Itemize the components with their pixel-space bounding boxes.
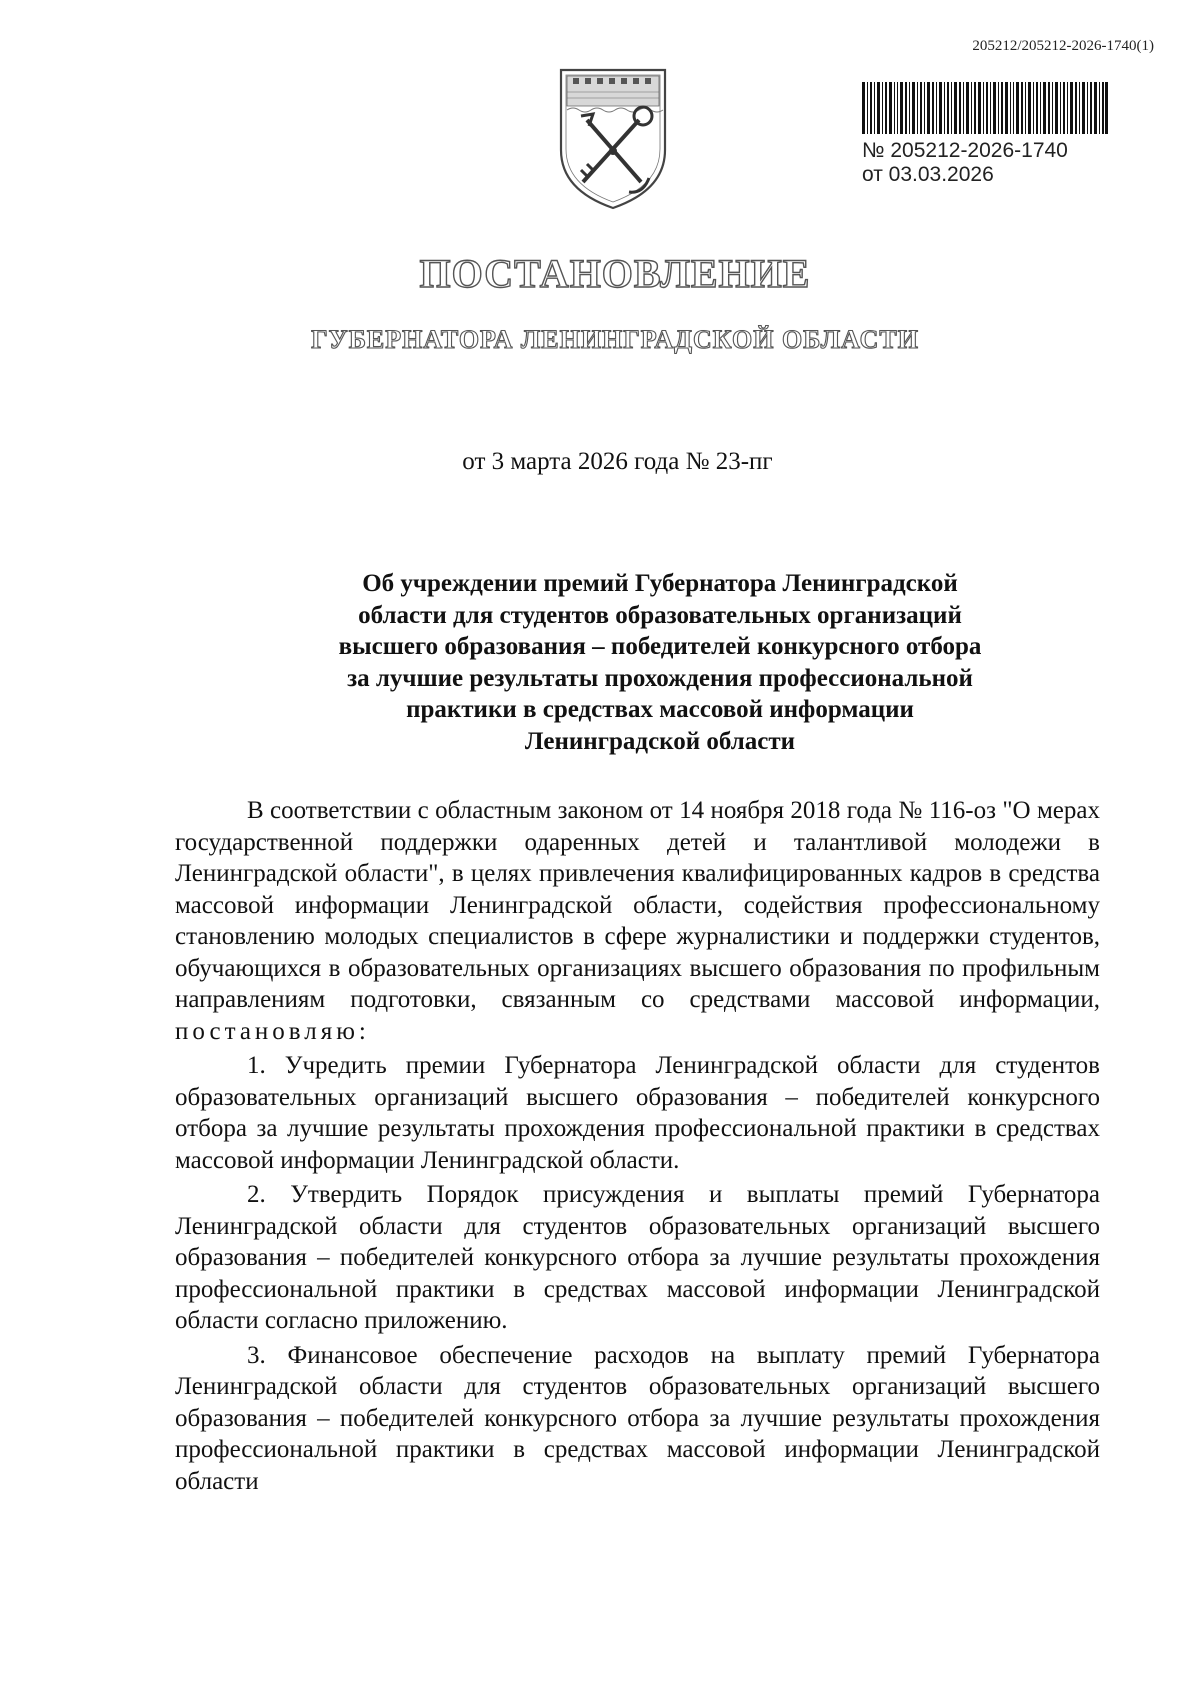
subject-line: области для студентов образовательных организаций xyxy=(358,601,962,629)
item-paragraph-3: 3. Финансовое обеспечение расходов на выплату премий Губернатора Ленинградской области для студентов образовательных организаций высшего образования – победителей конкурсного отбора за лучшие результаты прохождения профессиональной практики в средствах массовой информации Ленинградской области xyxy=(175,1341,1100,1495)
decree-date-number: от 3 марта 2026 года № 23-пг xyxy=(462,448,773,475)
item-paragraph-1: 1. Учредить премии Губернатора Ленинградской области для студентов образовательных организаций высшего образования – победителей конкурсного отбора за лучшие результаты прохождения профессиональной практики в средствах массовой информации Ленинградской области. xyxy=(175,1052,1100,1174)
subject-line: высшего образования – победителей конкурсного отбора xyxy=(338,633,982,660)
document-title: ПОСТАНОВЛЕНИЕ xyxy=(419,251,811,296)
registration-stamp xyxy=(862,82,1112,187)
subject-line: за лучшие результаты прохождения профессиональной xyxy=(347,664,973,692)
subject-line: практики в средствах массовой информации xyxy=(406,696,914,723)
decree-subject xyxy=(180,568,1140,757)
decree-body xyxy=(175,795,1100,1500)
item-paragraph-2: 2. Утвердить Порядок присуждения и выплаты премий Губернатора Ленинградской области для студентов образовательных организаций высшего образования – победителей конкурсного отбора за лучшие результаты прохождения профессиональной практики в средствах массовой информации Ленинградской области согласно приложению. xyxy=(175,1181,1100,1334)
document-reference: 205212/205212-2026-1740(1) xyxy=(972,38,1154,54)
decree-word: постановляю: xyxy=(175,1017,370,1045)
coat-of-arms-icon xyxy=(553,62,673,212)
registration-date: от 03.03.2026 xyxy=(862,163,994,186)
registration-number: № 205212-2026-1740 xyxy=(862,139,1068,162)
preamble-paragraph xyxy=(175,795,1100,1047)
barcode-icon xyxy=(862,82,1108,134)
document-subtitle: ГУБЕРНАТОРА ЛЕНИНГРАДСКОЙ ОБЛАСТИ xyxy=(311,325,919,354)
subject-line: Ленинградской области xyxy=(524,727,796,755)
preamble-text: В соответствии с областным законом от 14 ноября 2018 года № 116-оз "О мерах государственной поддержки одаренных детей и талантливой молодежи в Ленинградской области", в целях привлечения квалифицированных кадров в средства массовой информации Ленинградской области, содействия профессиональному становлению молодых специалистов в сфере журналистики и поддержки студентов, обучающихся в образовательных организациях высшего образования по профильным направлениям подготовки, связанным со средствами массовой информации, xyxy=(175,797,1100,1013)
subject-line: Об учреждении премий Губернатора Ленинградской xyxy=(362,570,958,597)
